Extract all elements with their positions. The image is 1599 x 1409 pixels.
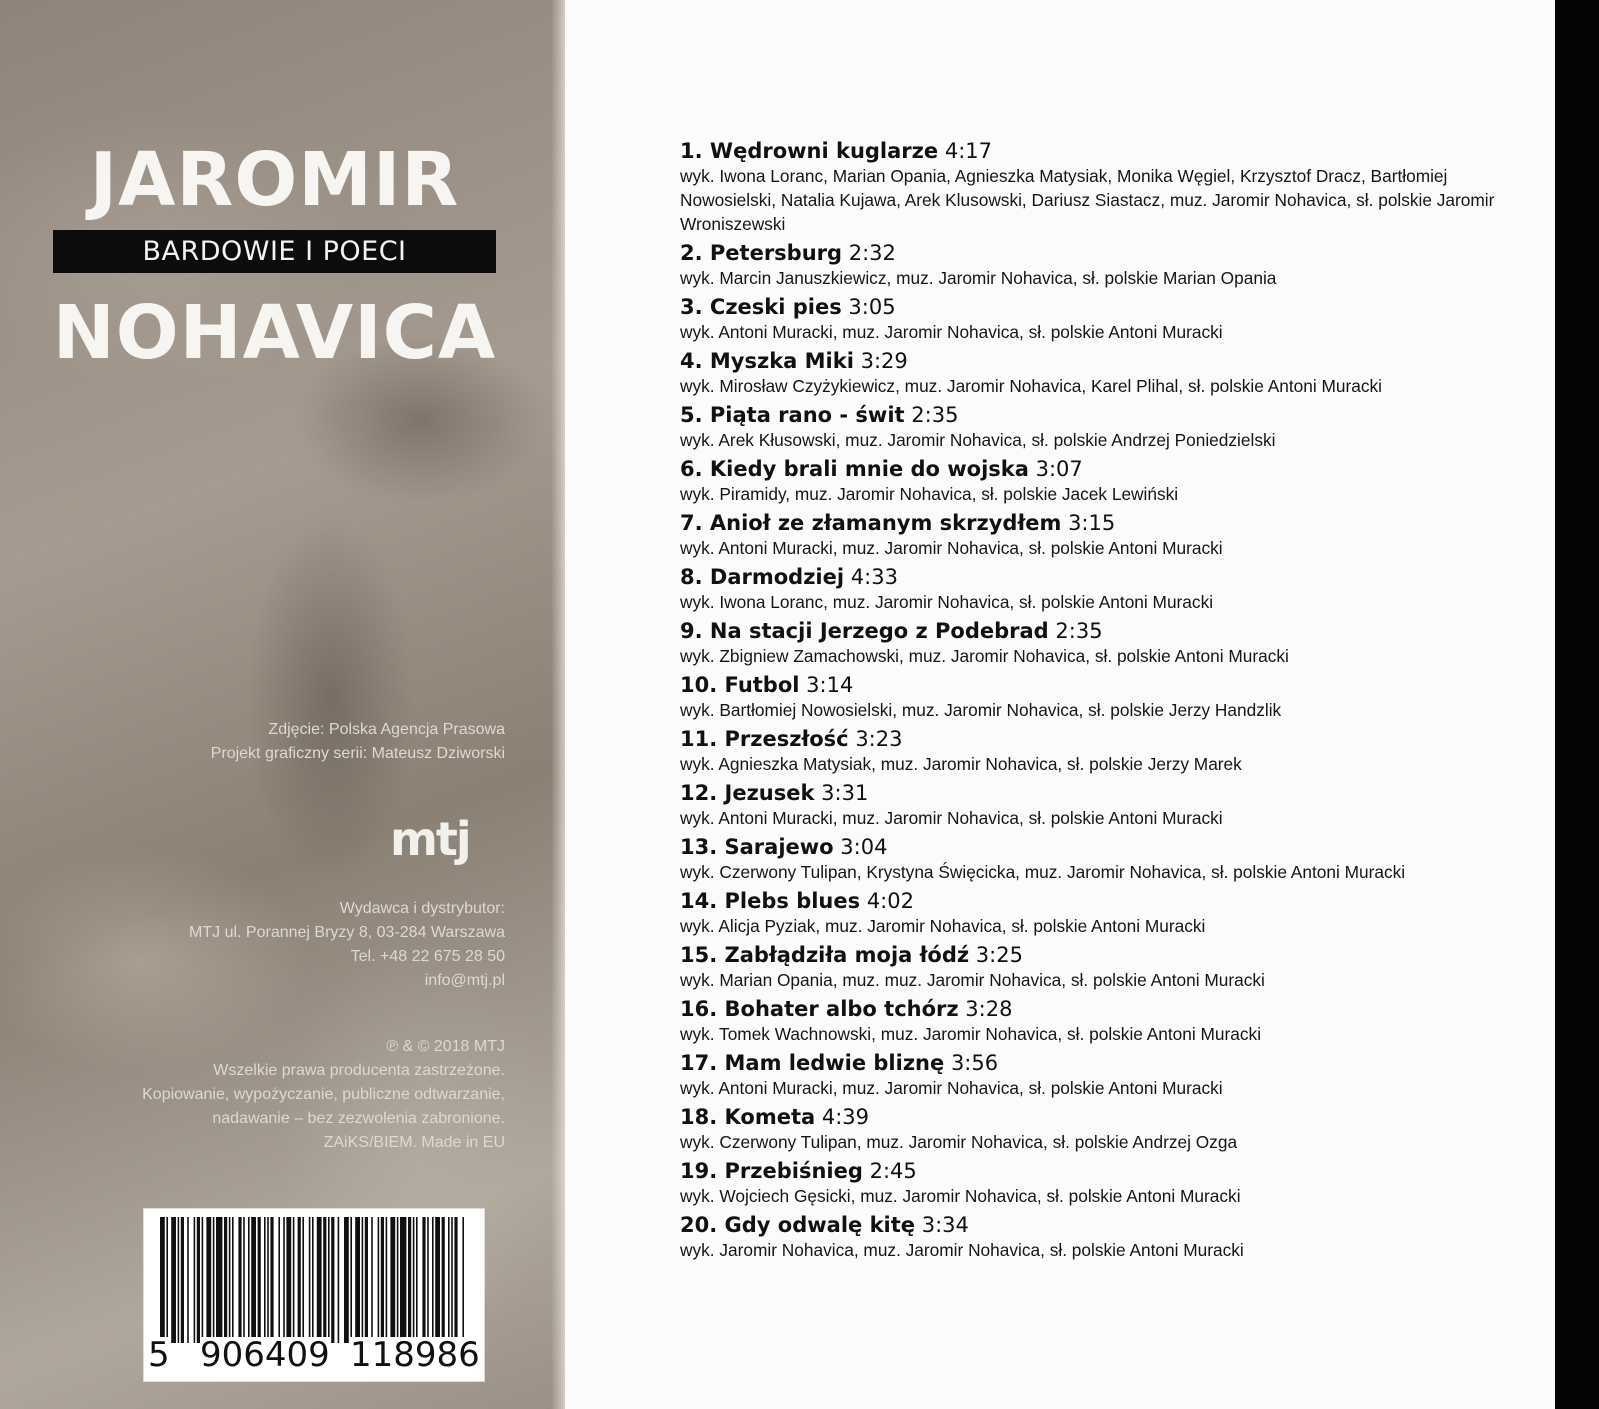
scan-edge	[1555, 0, 1599, 1409]
track-title	[680, 727, 849, 751]
track-credits: wyk. Tomek Wachnowski, muz. Jaromir Nohavica, sł. polskie Antoni Muracki	[680, 1024, 1262, 1044]
track-list	[680, 138, 1530, 1266]
barcode-bar	[251, 1217, 256, 1343]
track-duration: 3:34	[921, 1213, 969, 1237]
track-item	[680, 834, 1530, 884]
barcode-bar	[197, 1217, 200, 1343]
barcode-bar	[413, 1217, 415, 1343]
track-name: Anioł ze złamanym skrzydłem	[709, 511, 1062, 535]
track-item	[680, 780, 1530, 830]
track-name: Czeski pies	[709, 295, 842, 319]
barcode-bar	[386, 1217, 388, 1343]
copyright-line: ℗ & © 2018 MTJ	[386, 1038, 505, 1055]
track-title	[680, 997, 959, 1021]
track-heading	[680, 942, 1530, 968]
artist-first-name: JAROMIR	[89, 137, 460, 223]
track-credits: wyk. Arek Kłusowski, muz. Jaromir Nohavica, sł. polskie Andrzej Poniedzielski	[680, 430, 1276, 450]
track-name: Wędrowni kuglarze	[709, 139, 939, 163]
track-title	[680, 835, 834, 859]
barcode-bar	[286, 1217, 291, 1343]
track-item	[680, 942, 1530, 992]
track-name: Bohater albo tchórz	[724, 997, 959, 1021]
barcode-bar	[338, 1217, 340, 1343]
track-credits: wyk. Antoni Muracki, muz. Jaromir Nohavica, sł. polskie Antoni Muracki	[680, 1078, 1223, 1098]
barcode-bar	[422, 1217, 425, 1343]
track-name: Jezusek	[724, 781, 815, 805]
track-title	[680, 619, 1049, 643]
track-number: 5.	[680, 403, 703, 427]
track-number: 8.	[680, 565, 703, 589]
track-credits: wyk. Antoni Muracki, muz. Jaromir Nohavica, sł. polskie Antoni Muracki	[680, 538, 1223, 558]
track-item	[680, 294, 1530, 344]
barcode-bar	[264, 1217, 266, 1343]
track-item	[680, 456, 1530, 506]
track-credits: wyk. Czerwony Tulipan, muz. Jaromir Nohavica, sł. polskie Andrzej Ozga	[680, 1132, 1238, 1152]
barcode-bar	[451, 1217, 453, 1343]
track-duration: 3:25	[975, 943, 1023, 967]
barcode-bar	[435, 1217, 440, 1343]
track-name: Gdy odwalę kitę	[724, 1213, 916, 1237]
barcode-bar	[323, 1217, 326, 1343]
track-duration: 3:56	[950, 1051, 999, 1075]
barcode-bar	[243, 1217, 245, 1343]
barcode-bar	[194, 1217, 196, 1343]
track-item	[680, 726, 1530, 776]
barcode-bar	[258, 1217, 261, 1343]
track-number: 12.	[680, 781, 718, 805]
barcode-bar	[229, 1217, 231, 1343]
track-number: 20.	[680, 1213, 718, 1237]
track-name: Piąta rano - świt	[709, 403, 905, 427]
barcode-bar	[331, 1217, 334, 1343]
track-name: Petersburg	[709, 241, 843, 265]
track-item	[680, 402, 1530, 452]
barcode-bar	[283, 1217, 285, 1343]
rights-line: Kopiowanie, wypożyczanie, publiczne odtwarzanie,	[142, 1086, 505, 1103]
track-item	[680, 1212, 1530, 1262]
barcode-bar	[232, 1217, 234, 1343]
publisher-address: MTJ ul. Porannej Bryzy 8, 03-284 Warszawa	[189, 924, 505, 941]
track-title	[680, 1105, 815, 1129]
barcode-bar	[371, 1217, 373, 1343]
track-duration: 3:14	[806, 673, 854, 697]
track-duration: 2:35	[911, 403, 959, 427]
track-item	[680, 1104, 1530, 1154]
track-duration: 3:05	[848, 295, 896, 319]
track-item	[680, 138, 1530, 236]
track-heading	[680, 996, 1530, 1022]
track-heading	[680, 1212, 1530, 1238]
track-heading	[680, 888, 1530, 914]
track-number: 7.	[680, 511, 703, 535]
track-title	[680, 781, 814, 805]
barcode-bar	[248, 1217, 250, 1343]
track-duration: 2:35	[1055, 619, 1103, 643]
track-heading	[680, 1158, 1530, 1184]
track-duration: 3:23	[855, 727, 903, 751]
track-credits: wyk. Alicja Pyziak, muz. Jaromir Nohavica, sł. polskie Antoni Muracki	[680, 916, 1206, 936]
barcode-bar	[270, 1217, 273, 1343]
track-number: 17.	[680, 1051, 718, 1075]
track-name: Darmodziej	[709, 565, 845, 589]
track-number: 10.	[680, 673, 718, 697]
barcode-bar	[302, 1217, 304, 1343]
track-item	[680, 348, 1530, 398]
barcode-bar	[278, 1217, 280, 1343]
track-number: 1.	[680, 139, 703, 163]
track-credits: wyk. Antoni Muracki, muz. Jaromir Nohavica, sł. polskie Antoni Muracki	[680, 808, 1223, 828]
track-heading	[680, 348, 1530, 374]
track-name: Kometa	[724, 1105, 816, 1129]
tracklist-panel	[565, 0, 1555, 1409]
rights-notice	[25, 1035, 505, 1155]
track-title	[680, 1213, 915, 1237]
track-credits: wyk. Czerwony Tulipan, Krystyna Święcicka, muz. Jaromir Nohavica, sł. polskie Antoni Muracki	[680, 862, 1406, 882]
track-credits: wyk. Bartłomiej Nowosielski, muz. Jaromir Nohavica, sł. polskie Jerzy Handzlik	[680, 700, 1282, 720]
track-title	[680, 457, 1029, 481]
track-duration: 2:45	[869, 1159, 917, 1183]
barcode-bar	[187, 1217, 189, 1343]
track-item	[680, 240, 1530, 290]
barcode-bar	[344, 1217, 349, 1343]
track-heading	[680, 294, 1530, 320]
barcode-bar	[213, 1217, 215, 1343]
track-credits: wyk. Iwona Loranc, muz. Jaromir Nohavica, sł. polskie Antoni Muracki	[680, 592, 1214, 612]
publisher-phone: Tel. +48 22 675 28 50	[350, 948, 505, 965]
barcode-bar	[362, 1217, 364, 1343]
photo-design-credits	[65, 718, 505, 766]
track-credits: wyk. Agnieszka Matysiak, muz. Jaromir Nohavica, sł. polskie Jerzy Marek	[680, 754, 1242, 774]
track-name: Myszka Miki	[709, 349, 854, 373]
barcode-digit-first: 5	[148, 1335, 170, 1375]
track-heading	[680, 402, 1530, 428]
barcode-bar	[181, 1217, 184, 1343]
barcode-bar	[216, 1217, 222, 1343]
photo-credit: Zdjęcie: Polska Agencja Prasowa	[268, 721, 505, 738]
publisher-heading: Wydawca i dystrybutor:	[339, 900, 505, 917]
barcode-bar	[427, 1217, 429, 1343]
track-title	[680, 565, 844, 589]
rights-line: ZAiKS/BIEM. Made in EU	[323, 1134, 505, 1151]
track-name: Przebiśnieg	[724, 1159, 863, 1183]
track-number: 18.	[680, 1105, 718, 1129]
track-name: Kiedy brali mnie do wojska	[709, 457, 1029, 481]
barcode-bar	[432, 1217, 434, 1343]
track-number: 19.	[680, 1159, 718, 1183]
track-item	[680, 672, 1530, 722]
track-name: Futbol	[724, 673, 800, 697]
barcode-group-left: 906409	[200, 1335, 330, 1375]
track-item	[680, 564, 1530, 614]
barcode-bar	[448, 1217, 450, 1343]
barcode-bar	[442, 1217, 445, 1343]
publisher-email: info@mtj.pl	[424, 972, 505, 989]
back-cover-panel	[0, 0, 565, 1409]
track-number: 14.	[680, 889, 718, 913]
barcode-bar	[350, 1217, 352, 1343]
barcode-bar	[293, 1217, 295, 1343]
track-duration: 3:29	[860, 349, 908, 373]
barcode-bar	[317, 1217, 322, 1343]
track-heading	[680, 672, 1530, 698]
rights-line: Wszelkie prawa producenta zastrzeżone.	[213, 1062, 505, 1079]
barcode-bar	[416, 1217, 418, 1343]
track-number: 6.	[680, 457, 703, 481]
track-item	[680, 1050, 1530, 1100]
barcode-bar	[206, 1217, 211, 1343]
barcode-bar	[328, 1217, 330, 1343]
barcode-bar	[397, 1217, 399, 1343]
track-credits: wyk. Antoni Muracki, muz. Jaromir Nohavica, sł. polskie Antoni Muracki	[680, 322, 1223, 342]
barcode-bar	[408, 1217, 411, 1343]
track-name: Mam ledwie bliznę	[724, 1051, 945, 1075]
barcode-bar	[267, 1217, 269, 1343]
barcode	[143, 1208, 485, 1382]
barcode-bar	[355, 1217, 360, 1343]
track-number: 4.	[680, 349, 703, 373]
track-credits: wyk. Iwona Loranc, Marian Opania, Agnieszka Matysiak, Monika Węgiel, Krzysztof Dracz, Bartłomiej Nowosielski, Natalia Kujawa, Arek Klusowski, Dariusz Siastacz, muz. Jaromir Nohavica, sł. polskie Jaromir Wroniszewski	[680, 166, 1495, 234]
barcode-bar	[390, 1217, 395, 1343]
track-heading	[680, 240, 1530, 266]
track-credits: wyk. Wojciech Gęsicki, muz. Jaromir Nohavica, sł. polskie Antoni Muracki	[680, 1186, 1241, 1206]
track-heading	[680, 726, 1530, 752]
track-item	[680, 510, 1530, 560]
track-heading	[680, 618, 1530, 644]
track-title	[680, 139, 938, 163]
track-item	[680, 618, 1530, 668]
track-name: Zabłądziła moja łódź	[724, 943, 970, 967]
track-heading	[680, 1050, 1530, 1076]
track-duration: 4:17	[944, 139, 992, 163]
track-heading	[680, 510, 1530, 536]
track-heading	[680, 780, 1530, 806]
track-credits: wyk. Marcin Januszkiewicz, muz. Jaromir Nohavica, sł. polskie Marian Opania	[680, 268, 1277, 288]
track-duration: 4:02	[866, 889, 914, 913]
track-title	[680, 673, 799, 697]
track-number: 2.	[680, 241, 703, 265]
track-title	[680, 241, 842, 265]
track-duration: 3:15	[1068, 511, 1116, 535]
track-title	[680, 403, 905, 427]
barcode-group-right: 118986	[350, 1335, 480, 1375]
series-label: BARDOWIE I POECI	[53, 230, 496, 273]
design-credit: Projekt graficzny serii: Mateusz Dziworski	[210, 745, 505, 762]
track-title	[680, 511, 1061, 535]
track-title	[680, 943, 969, 967]
barcode-bar	[171, 1217, 176, 1343]
barcode-bar	[224, 1217, 227, 1343]
track-duration: 3:31	[821, 781, 869, 805]
track-name: Przeszłość	[724, 727, 849, 751]
track-title	[680, 349, 854, 373]
track-title	[680, 1051, 944, 1075]
barcode-bar	[378, 1217, 380, 1343]
track-item	[680, 996, 1530, 1046]
track-name: Na stacji Jerzego z Podebrad	[709, 619, 1049, 643]
track-item	[680, 1158, 1530, 1208]
track-heading	[680, 1104, 1530, 1130]
track-number: 11.	[680, 727, 718, 751]
track-credits: wyk. Marian Opania, muz. muz. Jaromir Nohavica, sł. polskie Antoni Muracki	[680, 970, 1265, 990]
track-number: 16.	[680, 997, 718, 1021]
track-credits: wyk. Piramidy, muz. Jaromir Nohavica, sł. polskie Jacek Lewiński	[680, 484, 1179, 504]
publisher-info	[65, 897, 505, 993]
track-title	[680, 1159, 863, 1183]
barcode-bar	[298, 1217, 301, 1343]
track-duration: 2:32	[848, 241, 896, 265]
track-heading	[680, 138, 1530, 164]
track-number: 13.	[680, 835, 718, 859]
track-name: Plebs blues	[724, 889, 861, 913]
track-number: 9.	[680, 619, 703, 643]
track-name: Sarajewo	[724, 835, 834, 859]
track-credits: wyk. Mirosław Czyżykiewicz, muz. Jaromir Nohavica, Karel Plihal, sł. polskie Antoni Muracki	[680, 376, 1383, 396]
track-heading	[680, 456, 1530, 482]
barcode-bar	[400, 1217, 406, 1343]
track-heading	[680, 834, 1530, 860]
track-duration: 3:28	[965, 997, 1013, 1021]
track-duration: 3:04	[840, 835, 888, 859]
track-duration: 3:07	[1035, 457, 1083, 481]
track-duration: 4:33	[850, 565, 898, 589]
track-duration: 4:39	[821, 1105, 870, 1129]
rights-line: nadawanie – bez zezwolenia zabronione.	[212, 1110, 505, 1127]
track-number: 15.	[680, 943, 718, 967]
barcode-bar	[365, 1217, 368, 1343]
barcode-bar	[238, 1217, 241, 1343]
track-credits: wyk. Zbigniew Zamachowski, muz. Jaromir Nohavica, sł. polskie Antoni Muracki	[680, 646, 1289, 666]
mtj-logo: mtj	[390, 812, 470, 866]
track-title	[680, 889, 860, 913]
track-credits: wyk. Jaromir Nohavica, muz. Jaromir Nohavica, sł. polskie Antoni Muracki	[680, 1240, 1244, 1260]
track-number: 3.	[680, 295, 703, 319]
barcode-bar	[178, 1217, 180, 1343]
barcode-bar	[202, 1217, 204, 1343]
track-item	[680, 888, 1530, 938]
track-heading	[680, 564, 1530, 590]
barcode-bar	[381, 1217, 384, 1343]
artist-last-name: NOHAVICA	[52, 290, 497, 376]
track-title	[680, 295, 842, 319]
